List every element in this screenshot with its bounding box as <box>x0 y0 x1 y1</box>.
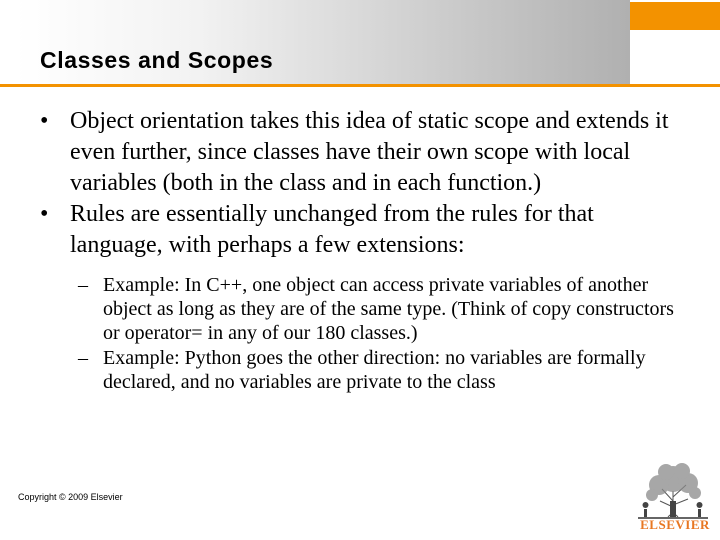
sub-bullet-text: Example: In C++, one object can access private variables of another object as long as they are of the same type. (Think of copy constructors or operator= in any of our 180 classes.) <box>103 274 674 344</box>
slide-content <box>40 106 680 395</box>
bullet-text: Rules are essentially unchanged from the rules for that language, with perhaps a few extensions: <box>70 201 594 258</box>
dash-marker: – <box>78 274 88 296</box>
bullet-marker: • <box>40 201 49 227</box>
elsevier-wordmark: ELSEVIER <box>640 517 710 532</box>
bullet-text: Object orientation takes this idea of static scope and extends it even further, since classes have their own scope with local variables (both in the class and in each function.) <box>70 108 669 196</box>
accent-line <box>0 84 720 87</box>
dash-marker: – <box>78 347 88 369</box>
bullet-item <box>40 106 680 199</box>
copyright-footer: Copyright © 2009 Elsevier <box>18 492 123 502</box>
sub-bullet-item <box>78 346 680 394</box>
accent-block <box>630 2 720 30</box>
sub-bullet-list <box>78 273 680 394</box>
sub-bullet-item <box>78 273 680 345</box>
bullet-item <box>40 199 680 261</box>
sub-bullet-text: Example: Python goes the other direction: no variables are formally declared, and no variables are private to the class <box>103 347 646 393</box>
bullet-marker: • <box>40 108 49 134</box>
slide-title: Classes and Scopes <box>40 47 274 73</box>
